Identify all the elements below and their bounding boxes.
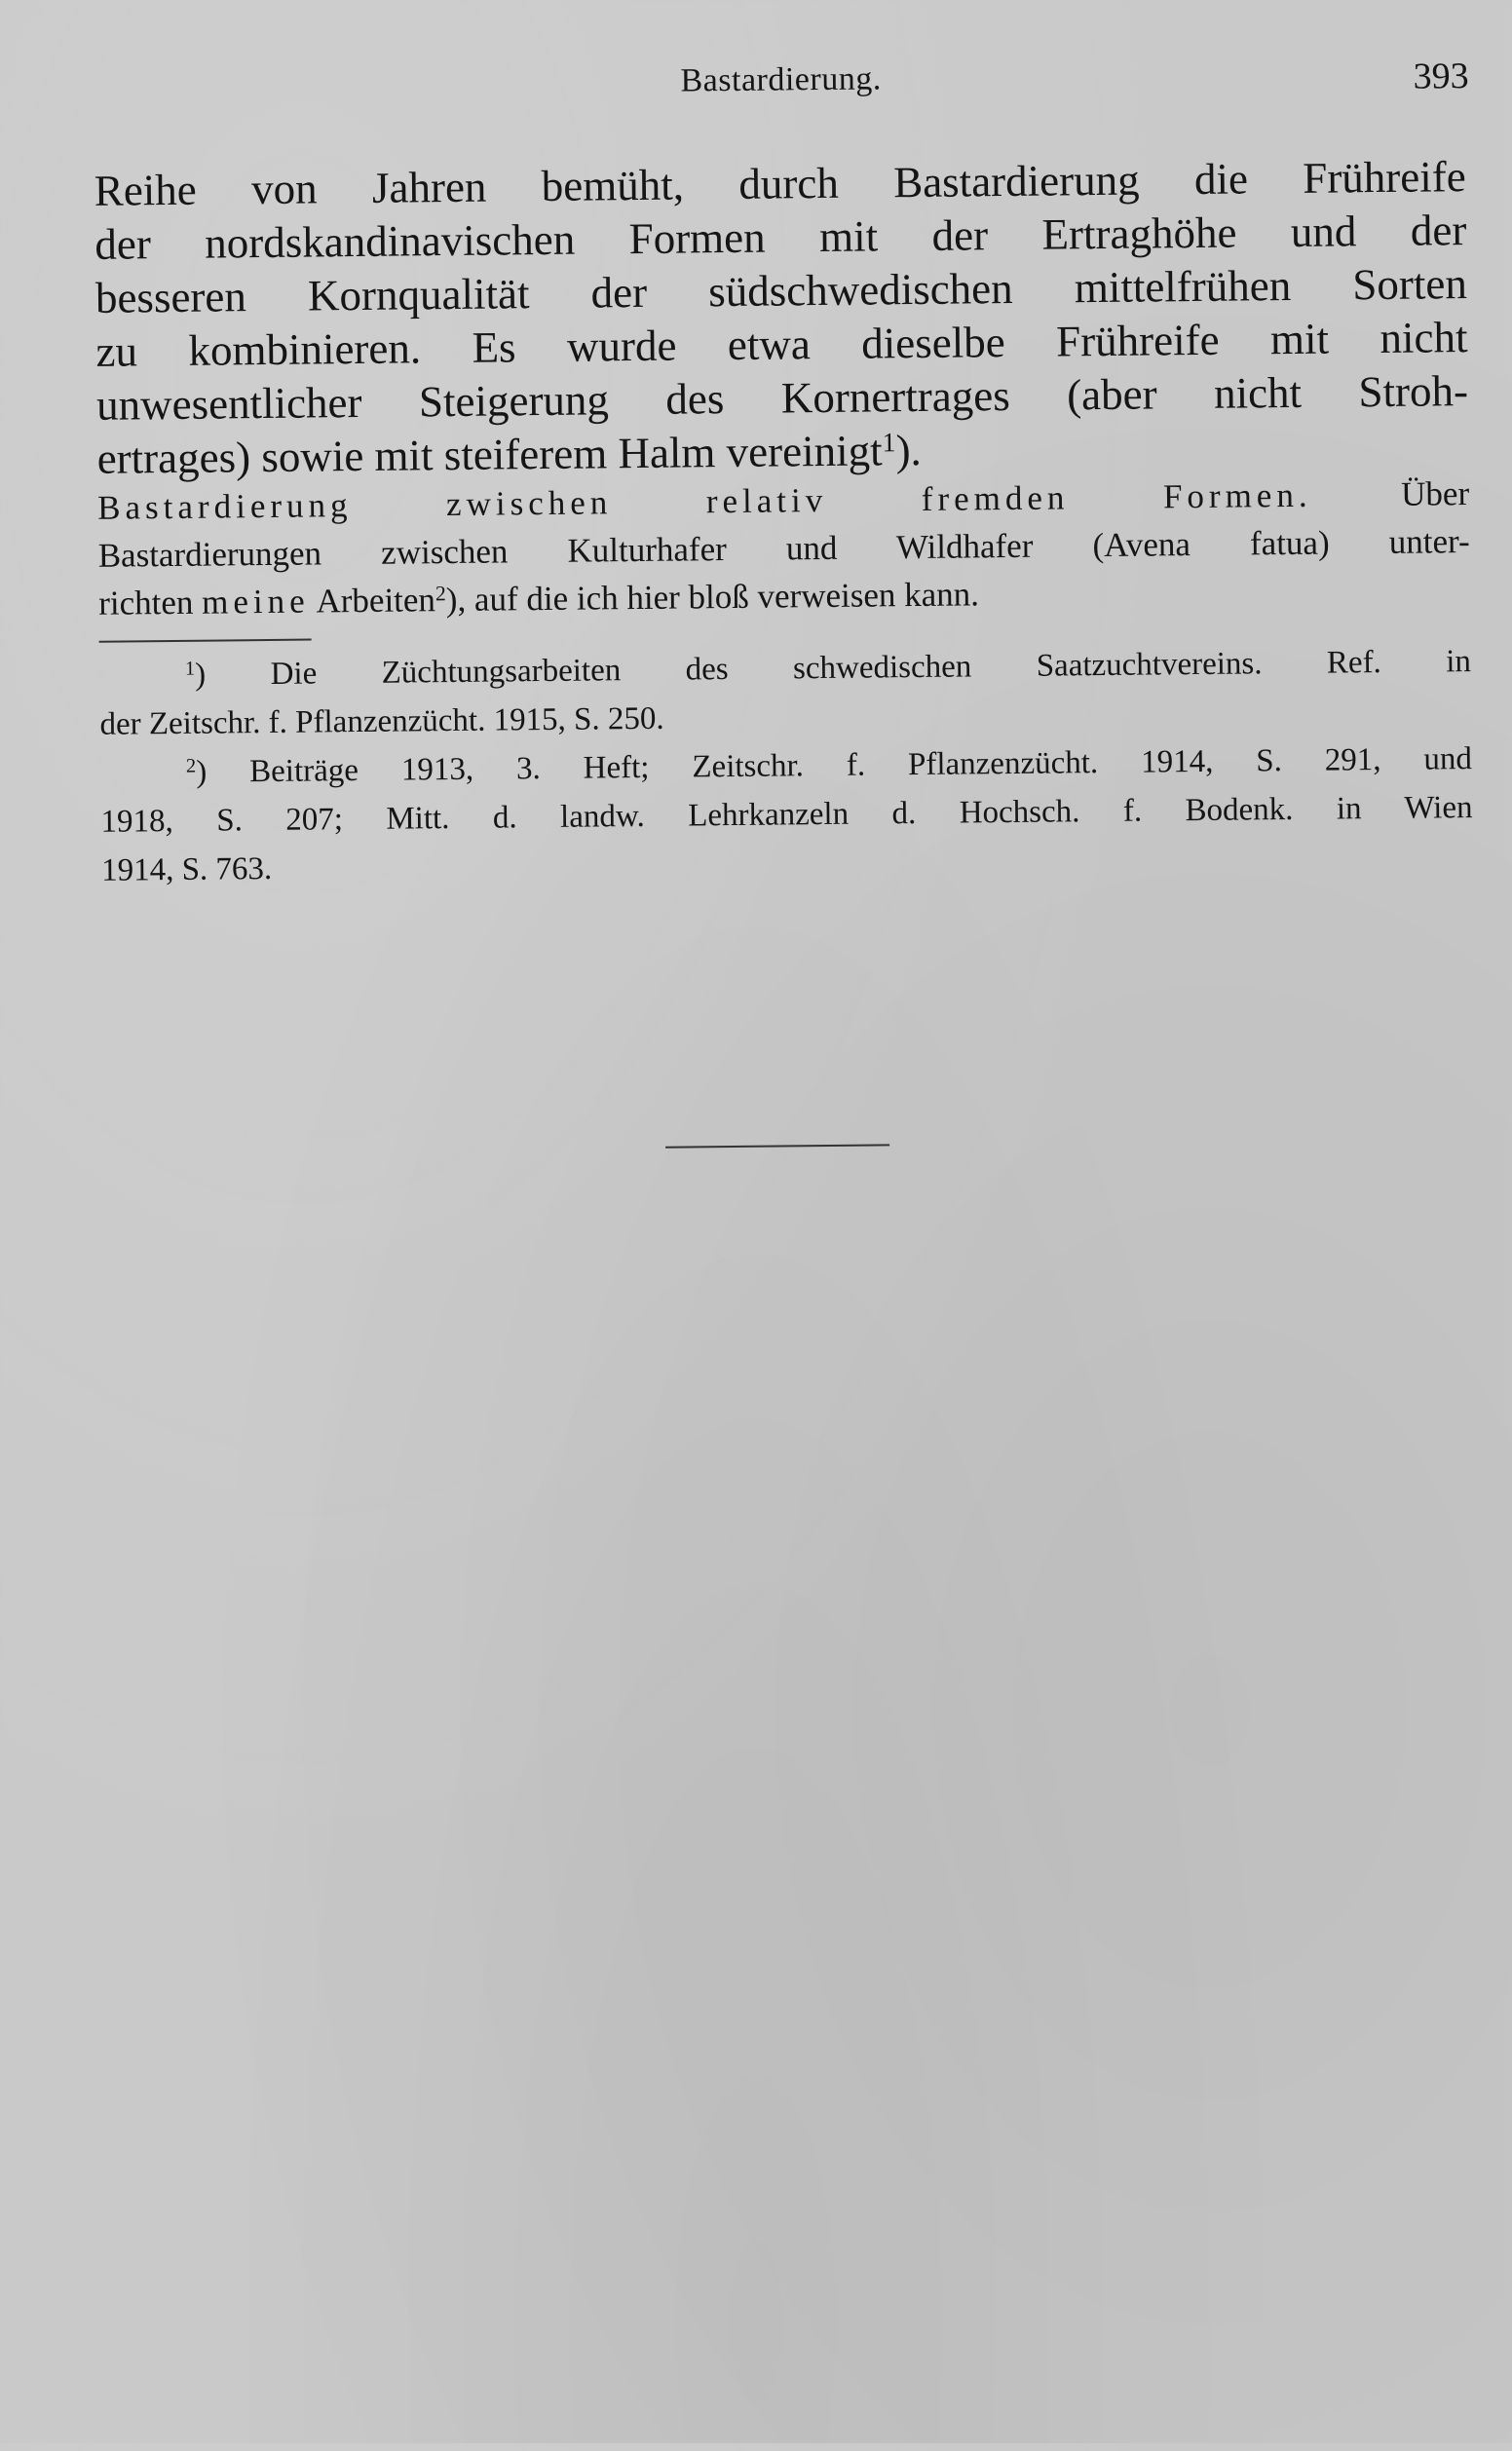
section-heading: Bastardierung zwischen relativ fremden Formen. <box>96 475 1312 527</box>
paragraph-line-text: ertrages) sowie mit steiferem Halm vereinigt <box>96 426 883 483</box>
footnote-1-line-2: der Zeitschr. f. Pflanzenzücht. 1915, S. 250. <box>99 700 664 742</box>
paragraph-line-end: ). <box>895 425 923 475</box>
footnotes <box>99 637 1474 895</box>
footnote-text: ) Die Züchtungsarbeiten des schwedischen Saatzuchtvereins. Ref. in <box>195 644 1472 693</box>
footnote-ref-1: 1 <box>882 428 896 459</box>
paragraph-line: Reihe von Jahren bemüht, durch Bastardierung die Frühreife <box>94 152 1466 215</box>
paragraph-line: unwesentlicher Steigerung des Kornertrages (aber nicht Stroh- <box>95 366 1469 430</box>
section-paragraph <box>97 470 1470 627</box>
section-emphasis: meine <box>201 582 310 622</box>
footnote-2-line-2: 1918, S. 207; Mitt. d. landw. Lehrkanzeln d. Hochsch. f. Bodenk. in Wien <box>100 790 1473 840</box>
section-line3-mid: Arbeiten <box>316 581 436 621</box>
footnote-ref-2: 2 <box>435 582 446 606</box>
section-line-2: Bastardierungen zwischen Kulturhafer und Wildhafer (Avena fatua) unter- <box>97 522 1470 575</box>
running-head <box>93 55 1468 118</box>
footnote-marker: 1 <box>184 658 196 680</box>
footnote-text: ) Beiträge 1913, 3. Heft; Zeitschr. f. Pflanzenzücht. 1914, S. 291, und <box>196 741 1473 790</box>
section-line3-end: ), auf die ich hier bloß verweisen kann. <box>445 575 980 620</box>
page-number: 393 <box>1413 56 1469 97</box>
main-paragraph <box>94 150 1468 486</box>
paragraph-line: zu kombinieren. Es wurde etwa dieselbe Frühreife mit nicht <box>95 313 1468 376</box>
footnote-divider <box>99 639 312 643</box>
footnote-marker: 2 <box>185 755 197 777</box>
paragraph-line: der nordskandinavischen Formen mit der Ertraghöhe und der <box>94 206 1467 269</box>
footnote-2-line-3: 1914, S. 763. <box>100 850 273 888</box>
paragraph-line: besseren Kornqualität der südschwedischen mittelfrühen Sorten <box>94 259 1468 322</box>
section-line1-rest: Über <box>1400 474 1470 513</box>
end-rule <box>665 1144 889 1148</box>
section-line3-start: richten <box>98 583 194 622</box>
running-title: Bastardierung. <box>680 60 882 99</box>
